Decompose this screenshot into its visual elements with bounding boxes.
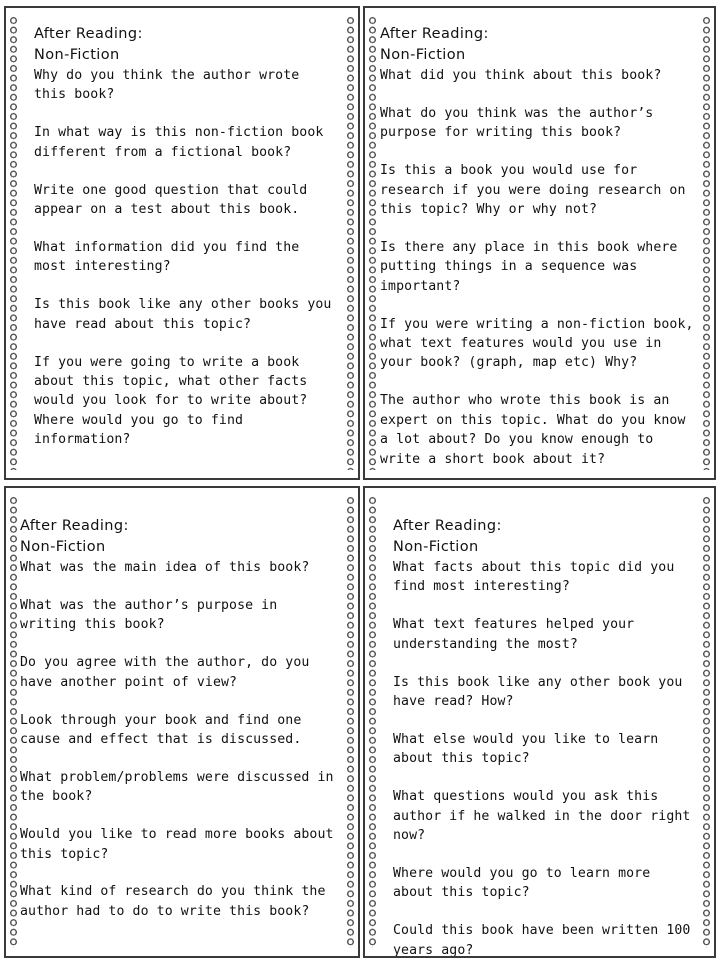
question-item: What problem/problems were discussed in the book? [20, 769, 334, 805]
question-item: What else would you like to learn about this topic? [393, 731, 659, 767]
task-card-bottom-right [363, 486, 716, 958]
card-subtitle: Non-Fiction [393, 539, 479, 555]
question-item: What was the main idea of this book? [20, 560, 310, 575]
card-subtitle: Non-Fiction [20, 539, 106, 555]
question-item: Would you like to read more books about this topic? [20, 827, 334, 862]
question-item: Is this a book you would use for research if you were doing research on this topic? Why or why not? [380, 163, 686, 218]
task-card-bottom-left [4, 486, 360, 958]
question-list [20, 558, 335, 921]
dotted-border-right [346, 496, 355, 948]
card-content [34, 24, 339, 450]
card-content [393, 516, 693, 958]
dotted-border-left [368, 16, 377, 470]
question-item: What facts about this topic did you find most interesting? [393, 560, 675, 595]
question-item: Why do you think the author wrote this book? [34, 68, 300, 103]
dotted-border-right [702, 496, 711, 948]
card-content [380, 24, 695, 469]
question-item: What questions would you ask this author if he walked in the door right now? [393, 789, 691, 844]
question-item: If you were writing a non-fiction book, what text features would you use in your book? (graph, map etc) Why? [380, 316, 694, 371]
question-list [34, 66, 339, 450]
question-item: What was the author’s purpose in writing this book? [20, 597, 278, 633]
card-subtitle: Non-Fiction [380, 47, 466, 63]
question-item: Write one good question that could appear on a test about this book. [34, 182, 308, 218]
question-item: Is there any place in this book where putting things in a sequence was important? [380, 239, 678, 294]
question-item: What kind of research do you think the author had to do to write this book? [20, 884, 326, 919]
task-card-top-right [363, 6, 716, 480]
question-list [393, 558, 693, 958]
question-item: In what way is this non-fiction book different from a fictional book? [34, 125, 324, 160]
dotted-border-left [9, 496, 18, 948]
card-subtitle: Non-Fiction [34, 47, 120, 63]
dotted-border-right [702, 16, 711, 470]
card-title: After Reading: [393, 518, 502, 534]
question-item: Is this book like any other books you have read about this topic? [34, 297, 332, 332]
card-title: After Reading: [380, 26, 489, 42]
dotted-border-right [346, 16, 355, 470]
question-item: What text features helped your understanding the most? [393, 617, 635, 652]
dotted-border-left [368, 496, 377, 948]
question-item: Where would you go to learn more about this topic? [393, 865, 651, 901]
card-content [20, 516, 335, 921]
question-item: Do you agree with the author, do you have another point of view? [20, 655, 310, 690]
card-title: After Reading: [34, 26, 143, 42]
question-item: If you were going to write a book about this topic, what other facts would you look for to write about? Where would you go to find information? [34, 354, 308, 448]
question-item: Look through your book and find one cause and effect that is discussed. [20, 712, 302, 747]
question-item: The author who wrote this book is an expert on this topic. What do you know a lot about? Do you know enough to write a short book about it? [380, 393, 686, 467]
card-title: After Reading: [20, 518, 129, 534]
question-item: Could this book have been written 100 years ago? [393, 923, 691, 958]
dotted-border-left [9, 16, 18, 470]
question-item: What information did you find the most interesting? [34, 239, 300, 275]
question-item: What do you think was the author’s purpose for writing this book? [380, 105, 654, 141]
question-item: What did you think about this book? [380, 68, 662, 83]
question-item: Is this book like any other book you have read? How? [393, 674, 683, 710]
task-card-top-left [4, 6, 360, 480]
question-list [380, 66, 695, 469]
